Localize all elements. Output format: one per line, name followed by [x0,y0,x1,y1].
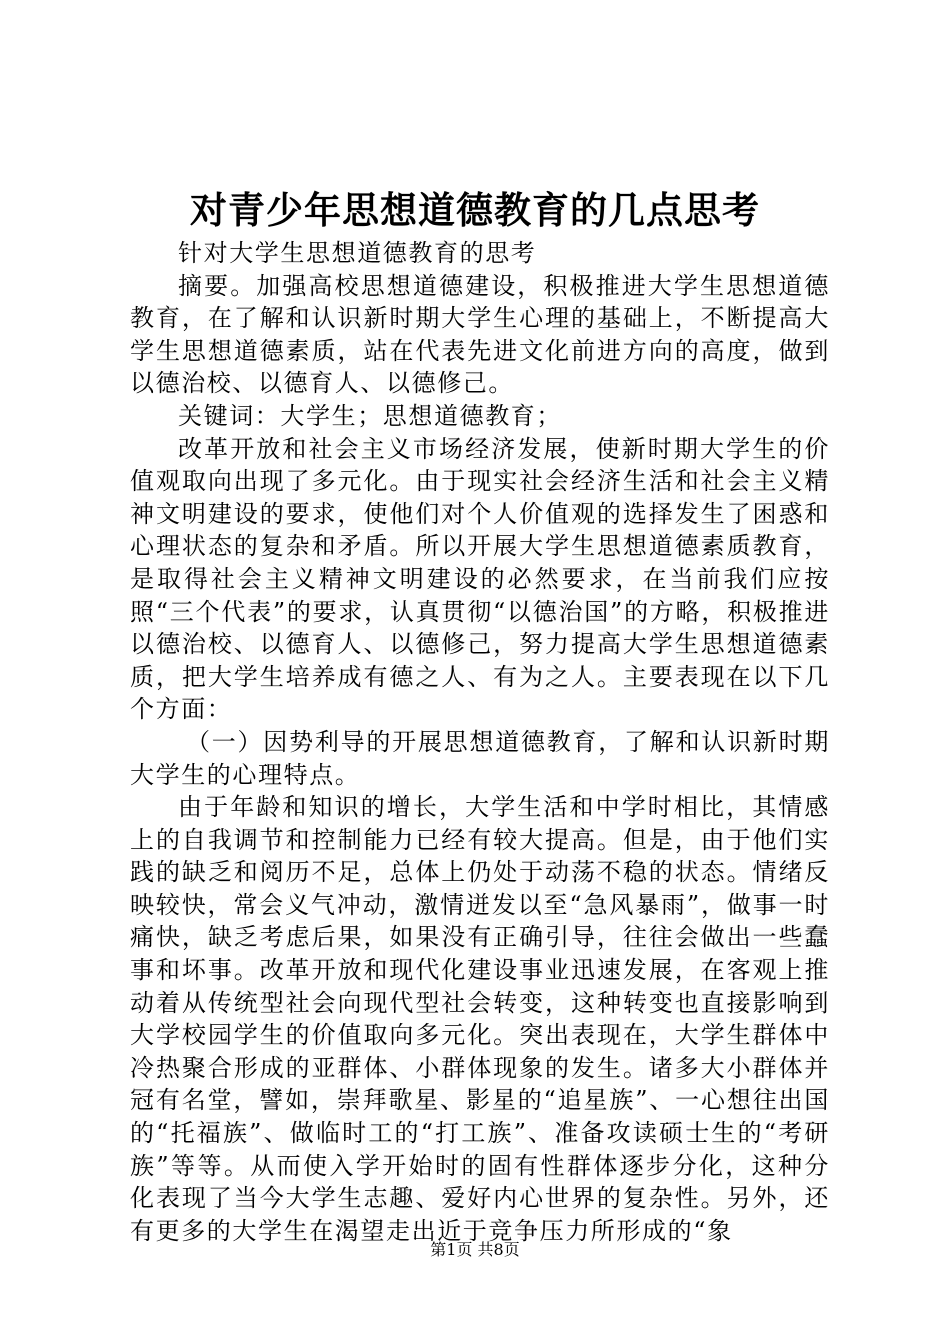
section-heading-paragraph: （一）因势利导的开展思想道德教育，了解和认识新时期大学生的心理特点。 [130,727,830,789]
abstract-paragraph: 摘要。加强高校思想道德建设，积极推进大学生思想道德教育，在了解和认识新时期大学生心理的基础上，不断提高大学生思想道德素质，站在代表先进文化前进方向的高度，做到以德治校、以德育人、以德修己。 [130,271,830,398]
keywords-paragraph: 关键词：大学生；思想道德教育； [178,401,562,430]
document-body [130,237,830,1247]
body-paragraph: 由于年龄和知识的增长，大学生活和中学时相比，其情感上的自我调节和控制能力已经有较大提高。但是，由于他们实践的缺乏和阅历不足，总体上仍处于动荡不稳的状态。情绪反映较快，常会义气冲动，激情迸发以至“急风暴雨”，做事一时痛快，缺乏考虑后果，如果没有正确引导，往往会做出一些蠢事和坏事。改革开放和现代化建设事业迅速发展，在客观上推动着从传统型社会向现代型社会转变，这种转变也直接影响到大学校园学生的价值取向多元化。突出表现在，大学生群体中冷热聚合形成的亚群体、小群体现象的发生。诸多大小群体并冠有名堂，譬如，崇拜歌星、影星的“追星族”、一心想往出国的“托福族”、做临时工的“打工族”、准备攻读硕士生的“考研族”等等。从而使入学开始时的固有性群体逐步分化，这种分化表现了当今大学生志趣、爱好内心世界的复杂性。另外，还有更多的大学生在渴望走出近于竞争压力所形成的“象 [130,793,830,1245]
subtitle-paragraph: 针对大学生思想道德教育的思考 [178,239,537,267]
body-paragraph: 改革开放和社会主义市场经济发展，使新时期大学生的价值观取向出现了多元化。由于现实社会经济生活和社会主义精神文明建设的要求，使他们对个人价值观的选择发生了困惑和心理状态的复杂和矛盾。所以开展大学生思想道德素质教育，是取得社会主义精神文明建设的必然要求，在当前我们应按照“三个代表”的要求，认真贯彻“以德治国”的方略，积极推进以德治校、以德育人、以德修己，努力提高大学生思想道德素质，把大学生培养成有德之人、有为之人。主要表现在以下几个方面： [130,434,830,724]
page-footer: 第1页 共8页 [430,1240,520,1259]
document-title: 对青少年思想道德教育的几点思考 [190,188,760,232]
